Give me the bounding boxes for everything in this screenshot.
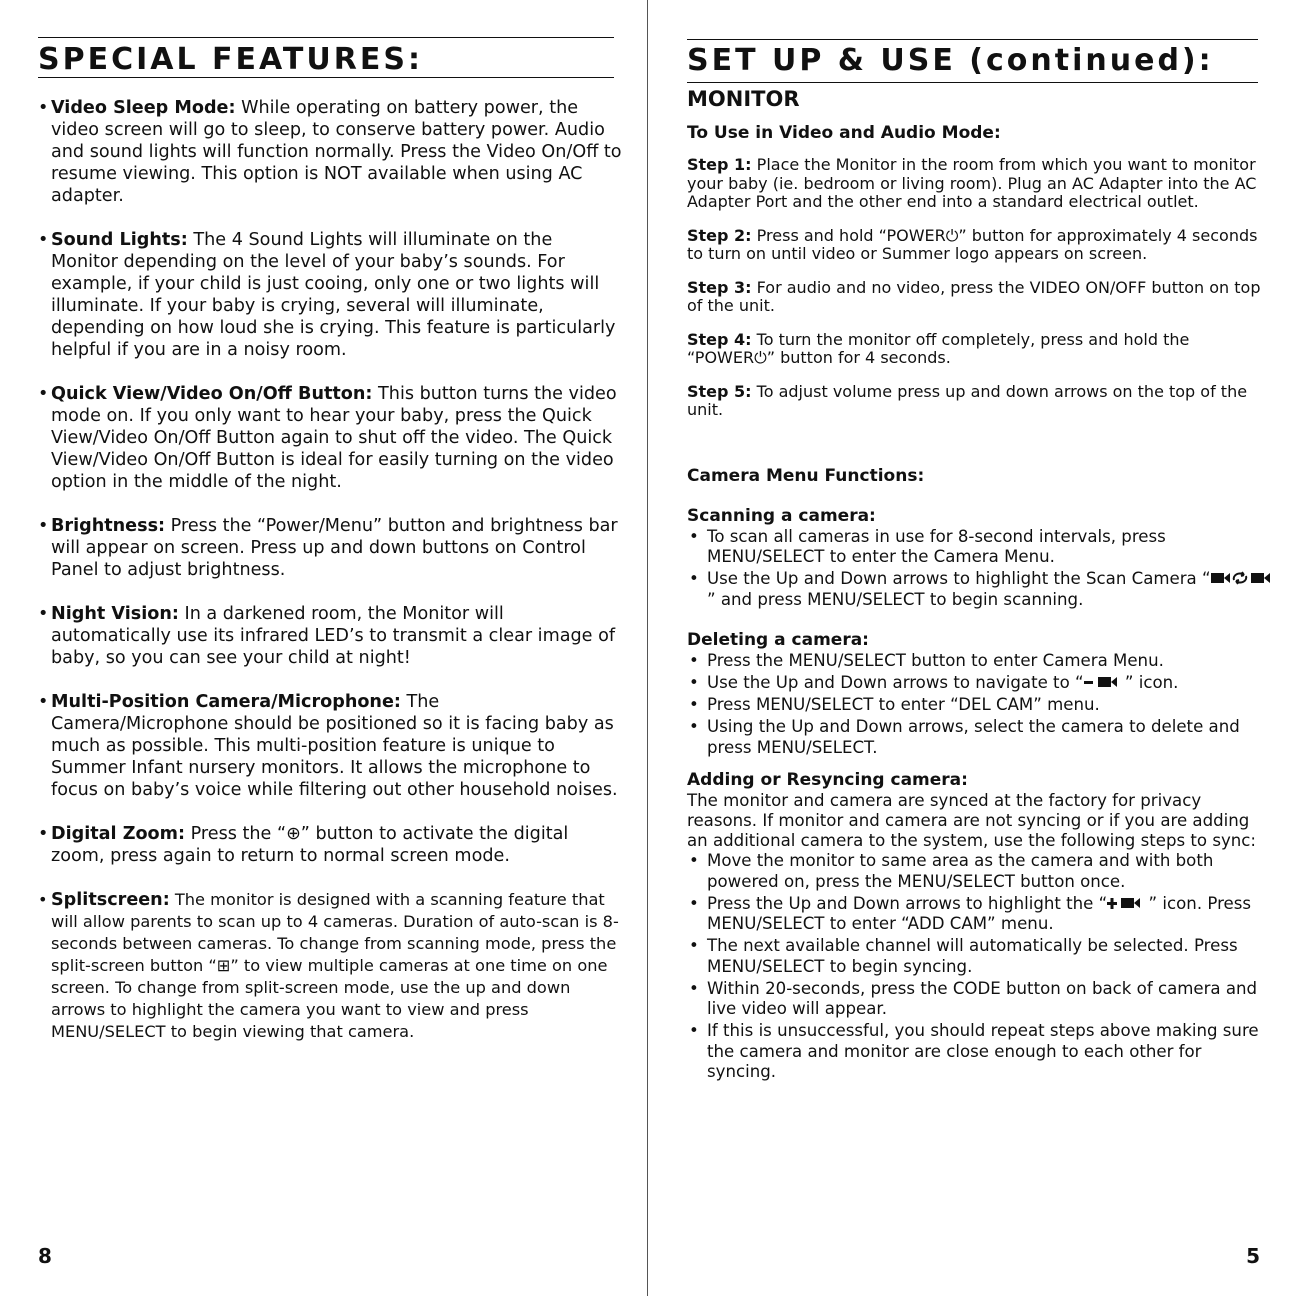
section-heading: MONITOR (687, 87, 800, 111)
feature-splitscreen: • Splitscreen: The monitor is designed with a scanning feature that will allow parents to scan up to 4 cameras. Duration of auto-scan is 8-seconds between cameras. To change from scanning mode, press the split-screen button “⊞” to view multiple cameras at one time on one screen. To change from split-screen mode, use the up and down arrows to highlight the camera you want to view and press MENU/SELECT to begin viewing that camera. (38, 890, 619, 1041)
feature-text: This button turns the video mode on. If you only want to hear your baby, press the Quick View/Video On/Off Button again to shut off the video. The Quick View/Video On/Off Button is ideal for easily turning on the video option in the middle of the night. (51, 384, 617, 492)
feature-term: Splitscreen: (51, 890, 170, 910)
subsection-heading: To Use in Video and Audio Mode: (687, 123, 1001, 143)
step-4: Step 4: To turn the monitor off completely, press and hold the “POWER⏻” button for 4 seconds. (687, 329, 1190, 367)
adding-list (687, 851, 1272, 1083)
setup-content (687, 86, 1272, 1084)
feature-quick-view: • Quick View/Video On/Off Button: This button turns the video mode on. If you only want to hear your baby, press the Quick View/Video On/Off Button again to shut off the video. The Quick View/Video On/Off Button is ideal for easily turning on the video option in the middle of the night. (38, 384, 617, 492)
feature-term: Sound Lights: (51, 230, 188, 250)
feature-term: Brightness: (51, 516, 166, 536)
feature-text: While operating on battery power, the video screen will go to sleep, to conserve battery power. Audio and sound lights will function normally. Press the Video On/Off to resume viewing. This option is NOT available when using AC adapter. (51, 98, 622, 206)
feature-term: Quick View/Video On/Off Button: (51, 384, 373, 404)
feature-brightness: • Brightness: Press the “Power/Menu” button and brightness bar will appear on screen. Press up and down buttons on Control Panel to adjust brightness. (38, 516, 618, 580)
scanning-list (687, 527, 1272, 611)
deleting-list (687, 651, 1272, 758)
list-item: • The next available channel will automatically be selected. Press MENU/SELECT to begin syncing. (689, 936, 1238, 976)
step-5: Step 5: To adjust volume press up and down arrows on the top of the unit. (687, 381, 1248, 419)
right-page (649, 0, 1296, 1296)
list-item: • Using the Up and Down arrows, select the camera to delete and press MENU/SELECT. (689, 717, 1240, 757)
step-1: Step 1: Place the Monitor in the room from which you want to monitor your baby (ie. bedroom or living room). Plug an AC Adapter into the AC Adapter Port and the other end into a standard electrical outlet. (687, 155, 1257, 211)
feature-digital-zoom: • Digital Zoom: Press the “⊕” button to activate the digital zoom, press again to return to normal screen mode. (38, 824, 569, 866)
list-item: • Use the Up and Down arrows to highlight the Scan Camera “” and press MENU/SELECT to begin scanning. (687, 569, 1272, 610)
adding-intro: The monitor and camera are synced at the factory for privacy reasons. If monitor and camera are not syncing or if you are adding an additional camera to the system, use the following steps to sync: (687, 791, 1257, 850)
feature-text: The monitor is designed with a scanning feature that will allow parents to scan up to 4 cameras. Duration of auto-scan is 8-seconds between cameras. To change from scanning mode, press the split-screen button “⊞” to view multiple cameras at one time on one screen. To change from split-screen mode, use the up and down arrows to highlight the camera you want to view and press MENU/SELECT to begin viewing that camera. (51, 890, 619, 1041)
page-number: 8 (38, 1244, 52, 1268)
feature-video-sleep-mode: • Video Sleep Mode: While operating on battery power, the video screen will go to sleep, to conserve battery power. Audio and sound lights will function normally. Press the Video On/Off to resume viewing. This option is NOT available when using AC adapter. (38, 98, 622, 206)
feature-text: The 4 Sound Lights will illuminate on the Monitor depending on the level of your baby’s sounds. For example, if your child is just cooing, only one or two lights will illuminate. If your baby is crying, several will illuminate, depending on how loud she is crying. This feature is particularly helpful if you are in a noisy room. (51, 230, 616, 360)
list-item: • Within 20-seconds, press the CODE button on back of camera and live video will appear. (689, 978, 1258, 1018)
scanning-heading: Scanning a camera: (687, 505, 876, 526)
feature-night-vision: • Night Vision: In a darkened room, the Monitor will automatically use its infrared LED’s to transmit a clear image of baby, so you can see your child at night! (38, 604, 616, 668)
feature-text: In a darkened room, the Monitor will automatically use its infrared LED’s to transmit a clear image of baby, so you can see your child at night! (51, 604, 616, 668)
list-item: • Press the MENU/SELECT button to enter Camera Menu. (689, 651, 1164, 670)
deleting-heading: Deleting a camera: (687, 630, 869, 650)
list-item: • To scan all cameras in use for 8-second intervals, press MENU/SELECT to enter the Camera Menu. (689, 526, 1166, 566)
feature-term: Night Vision: (51, 604, 179, 624)
features-list (38, 97, 622, 1065)
feature-text: Press the “⊕” button to activate the digital zoom, press again to return to normal screen mode. (51, 824, 569, 866)
feature-term: Multi-Position Camera/Microphone: (51, 692, 401, 712)
feature-term: Digital Zoom: (51, 824, 185, 844)
delete-camera-icon (1084, 675, 1120, 689)
list-item: • Press the Up and Down arrows to highlight the “ ” icon. Press MENU/SELECT to enter “ADD CAM” menu. (689, 893, 1252, 933)
scan-camera-icon (1211, 571, 1271, 585)
camera-menu-heading: Camera Menu Functions: (687, 465, 925, 486)
step-2: Step 2: Press and hold “POWER⏻” button for approximately 4 seconds to turn on until video or Summer logo appears on screen. (687, 225, 1258, 263)
page-number: 5 (1246, 1244, 1260, 1268)
feature-sound-lights: • Sound Lights: The 4 Sound Lights will illuminate on the Monitor depending on the level of your baby’s sounds. For example, if your child is just cooing, only one or two lights will illuminate. If your baby is crying, several will illuminate, depending on how loud she is crying. This feature is particularly helpful if you are in a noisy room. (38, 230, 616, 360)
list-item: • Move the monitor to same area as the camera and with both powered on, press the MENU/SELECT button once. (689, 851, 1214, 891)
page-title: SET UP & USE (continued): (687, 39, 1258, 83)
list-item: • Press MENU/SELECT to enter “DEL CAM” menu. (689, 695, 1100, 714)
feature-multi-position-camera: • Multi-Position Camera/Microphone: The Camera/Microphone should be positioned so it is facing baby as much as possible. This multi-position feature is unique to Summer Infant nursery monitors. It allows the microphone to focus on baby’s voice while filtering out other household noises. (38, 692, 618, 800)
step-3: Step 3: For audio and no video, press the VIDEO ON/OFF button on top of the unit. (687, 277, 1261, 315)
add-camera-icon (1107, 896, 1143, 910)
page-title: SPECIAL FEATURES: (38, 37, 614, 78)
list-item: • If this is unsuccessful, you should repeat steps above making sure the camera and monitor are close enough to each other for syncing. (689, 1021, 1259, 1081)
feature-term: Video Sleep Mode: (51, 98, 236, 118)
adding-heading: Adding or Resyncing camera: (687, 770, 968, 790)
list-item: • Use the Up and Down arrows to navigate to “ ” icon. (689, 673, 1179, 692)
feature-text: Press the “Power/Menu” button and brightness bar will appear on screen. Press up and down buttons on Control Panel to adjust brightness. (51, 516, 618, 580)
feature-text: The Camera/Microphone should be positioned so it is facing baby as much as possible. This multi-position feature is unique to Summer Infant nursery monitors. It allows the microphone to focus on baby’s voice while filtering out other household noises. (51, 692, 618, 800)
